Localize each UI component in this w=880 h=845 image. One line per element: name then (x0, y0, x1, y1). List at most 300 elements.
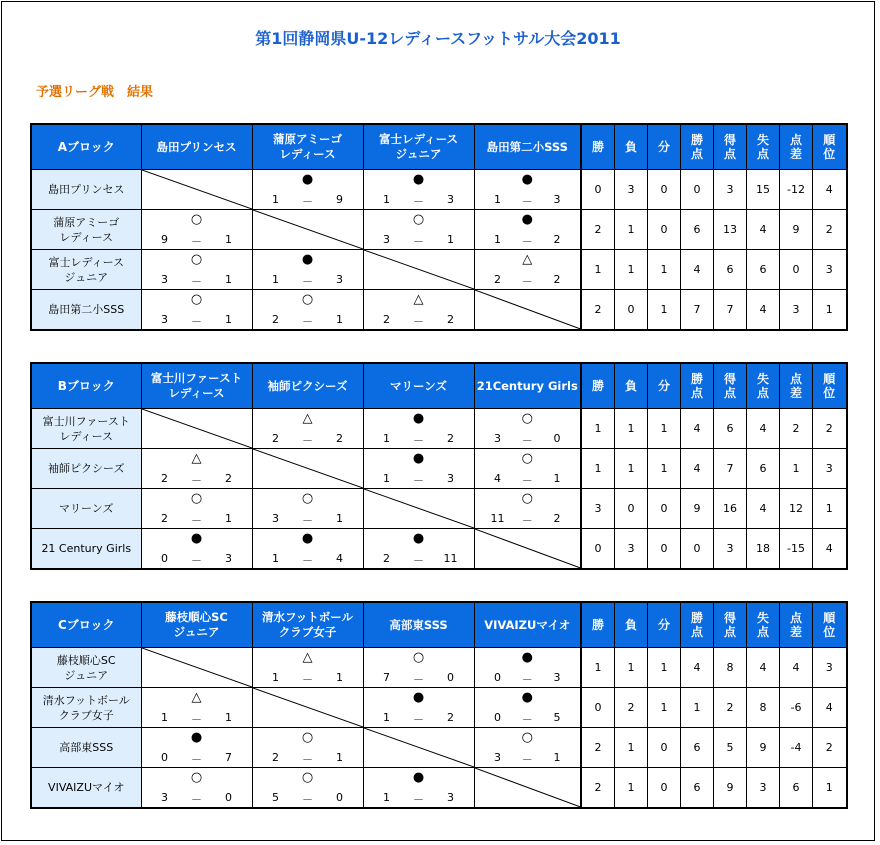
stat-value: 7 (681, 290, 714, 331)
stat-value: 18 (747, 529, 780, 570)
self-match-cell (474, 290, 581, 331)
score-own: 1 (272, 552, 279, 565)
score-dash: － (302, 793, 313, 806)
cell-text-line: ジュニア (64, 270, 109, 284)
cell-text-line: 位 (823, 147, 836, 161)
stat-value: 0 (615, 489, 648, 529)
team-row (31, 648, 847, 688)
cell-text-line: 点 (723, 625, 736, 639)
match-result-cell (252, 290, 363, 331)
match-result-cell (252, 529, 363, 570)
score-opp: 7 (225, 751, 232, 764)
score (253, 432, 363, 446)
stat-value: 9 (714, 768, 747, 809)
team-column-header (141, 124, 252, 170)
score-own: 2 (272, 432, 279, 445)
block-label: Aブロック (31, 124, 141, 170)
cell-text-line: 差 (789, 625, 802, 639)
score (364, 671, 474, 685)
stat-value: 1 (648, 409, 681, 449)
match-result-cell (363, 648, 474, 688)
stat-value: 6 (714, 250, 747, 290)
match-result-cell (252, 648, 363, 688)
cell-text-line: 負 (624, 379, 637, 393)
diagonal-line (142, 170, 252, 209)
team-column-header (252, 124, 363, 170)
stat-value: 2 (581, 768, 615, 809)
stat-value: 0 (648, 210, 681, 250)
self-match-cell (474, 529, 581, 570)
result-symbol: ● (190, 531, 203, 546)
cell-text-line: 勝 (690, 611, 703, 625)
match-result-cell (474, 210, 581, 250)
block-label: Cブロック (31, 602, 141, 648)
cell-text-line: 点 (756, 386, 769, 400)
self-match-cell (252, 449, 363, 489)
stat-header (813, 602, 847, 648)
team-row-name (31, 529, 141, 570)
stat-value: 2 (581, 290, 615, 331)
team-row-name (31, 250, 141, 290)
cell-text-line: 21 Century Girls (41, 542, 132, 555)
team-column-header (363, 602, 474, 648)
result-symbol: ○ (521, 730, 533, 745)
stat-value: 2 (813, 409, 847, 449)
match-result-cell (474, 728, 581, 768)
score-opp: 3 (447, 472, 454, 485)
score-own: 9 (161, 233, 168, 246)
score-dash: － (413, 315, 424, 328)
match-result-cell (252, 489, 363, 529)
score-own: 1 (272, 193, 279, 206)
score-opp: 1 (225, 313, 232, 326)
score-dash: － (413, 713, 424, 726)
score-dash: － (413, 434, 424, 447)
stat-header (681, 363, 714, 409)
stat-header (648, 124, 681, 170)
score-opp: 0 (553, 432, 561, 445)
stat-header (714, 602, 747, 648)
score (475, 711, 581, 725)
team-row-name (31, 728, 141, 768)
stat-value: 1 (648, 449, 681, 489)
stat-value: 2 (813, 210, 847, 250)
score (142, 791, 252, 805)
stat-header (615, 602, 648, 648)
stat-header (813, 363, 847, 409)
stat-value: 1 (615, 768, 648, 809)
cell-text-line: 富士レディース (378, 132, 458, 146)
stat-value: 6 (714, 409, 747, 449)
team-row-name (31, 449, 141, 489)
team-column-header (474, 602, 581, 648)
cell-text-line: 点 (723, 147, 736, 161)
score (142, 233, 252, 247)
result-symbol: ● (412, 172, 425, 187)
self-match-cell (363, 489, 474, 529)
league-table-c (30, 601, 848, 809)
team-row-name (31, 688, 141, 728)
score-own: 1 (383, 711, 390, 724)
score-dash: － (191, 315, 202, 328)
score (253, 193, 363, 207)
stat-value: 9 (747, 728, 780, 768)
stat-value: 0 (780, 250, 813, 290)
result-symbol: ● (412, 690, 425, 705)
score (364, 791, 474, 805)
score-dash: － (521, 514, 533, 527)
score-opp: 3 (225, 552, 232, 565)
cell-text-line: 点 (690, 625, 703, 639)
score (253, 512, 363, 526)
score (142, 552, 252, 566)
result-symbol: ● (301, 252, 314, 267)
cell-text-line: 高部東SSS (59, 741, 114, 754)
stat-value: 0 (681, 170, 714, 210)
result-symbol: ○ (301, 770, 314, 785)
stat-value: 15 (747, 170, 780, 210)
result-symbol: △ (191, 451, 202, 466)
result-symbol: ○ (190, 770, 203, 785)
score (475, 193, 581, 207)
score (142, 472, 252, 486)
stat-value: 0 (648, 529, 681, 570)
team-row-name (31, 170, 141, 210)
league-table-b (30, 362, 848, 570)
diagonal-line (475, 529, 581, 568)
score-dash: － (413, 235, 424, 248)
match-result-cell (141, 449, 252, 489)
stat-value: 4 (780, 648, 813, 688)
score-opp: 4 (336, 552, 343, 565)
section-subtitle: 予選リーグ戦 結果 (36, 85, 154, 100)
cell-text-line: 清水フットボール (262, 610, 353, 624)
team-row-name (31, 648, 141, 688)
score-own: 1 (494, 193, 501, 206)
stat-header (813, 124, 847, 170)
stat-header (780, 602, 813, 648)
score-opp: 1 (225, 273, 232, 286)
score-dash: － (521, 753, 533, 766)
stat-value: 16 (714, 489, 747, 529)
result-symbol: ○ (301, 730, 314, 745)
team-row (31, 529, 847, 570)
score-opp: 2 (225, 472, 232, 485)
stat-value: 0 (648, 728, 681, 768)
score-own: 3 (161, 313, 168, 326)
score-opp: 1 (447, 233, 454, 246)
stat-value: 7 (714, 449, 747, 489)
team-row (31, 688, 847, 728)
stat-header (615, 124, 648, 170)
stat-value: 3 (714, 529, 747, 570)
team-row-name (31, 409, 141, 449)
score-dash: － (302, 275, 313, 288)
score-opp: 2 (553, 512, 561, 525)
diagonal-line (253, 449, 363, 488)
header-row (31, 363, 847, 409)
stat-value: 6 (681, 728, 714, 768)
team-column-header (141, 602, 252, 648)
team-row (31, 489, 847, 529)
score-own: 2 (494, 273, 501, 286)
result-symbol: ● (412, 451, 425, 466)
match-result-cell (363, 170, 474, 210)
score-opp: 2 (447, 711, 454, 724)
score-dash: － (191, 474, 202, 487)
cell-text-line: 順 (823, 133, 836, 147)
cell-text-line: 差 (789, 147, 802, 161)
cell-text-line: 富士レディース (48, 255, 125, 269)
self-match-cell (363, 250, 474, 290)
match-result-cell (141, 529, 252, 570)
cell-text-line: マリーンズ (59, 502, 114, 515)
match-result-cell (252, 170, 363, 210)
result-symbol: △ (413, 292, 424, 307)
team-column-header (363, 363, 474, 409)
cell-text-line: 得 (723, 611, 736, 625)
stat-value: 1 (648, 688, 681, 728)
stat-value: 3 (813, 648, 847, 688)
match-result-cell (363, 290, 474, 331)
score-dash: － (191, 793, 202, 806)
stat-header (714, 124, 747, 170)
header-row (31, 124, 847, 170)
cell-text-line: 蒲原アミーゴ (53, 215, 120, 229)
score (364, 313, 474, 327)
cell-text-line: 負 (624, 140, 637, 154)
stat-value: 4 (681, 250, 714, 290)
result-symbol: ○ (190, 252, 203, 267)
match-result-cell (363, 409, 474, 449)
stat-value: 0 (648, 489, 681, 529)
score (142, 751, 252, 765)
score-own: 2 (272, 313, 279, 326)
result-symbol: ● (521, 212, 533, 227)
team-row (31, 449, 847, 489)
score (142, 313, 252, 327)
stat-header (681, 602, 714, 648)
stat-value: 0 (648, 170, 681, 210)
stat-value: -12 (780, 170, 813, 210)
result-symbol: ○ (190, 491, 203, 506)
result-symbol: ○ (521, 411, 533, 426)
stat-value: 2 (581, 210, 615, 250)
score (253, 751, 363, 765)
stat-value: 1 (615, 449, 648, 489)
cell-text-line: 富士川ファースト (150, 371, 243, 385)
match-result-cell (363, 529, 474, 570)
score (142, 711, 252, 725)
score (475, 432, 581, 446)
stat-header (714, 363, 747, 409)
match-result-cell (252, 409, 363, 449)
stat-value: 1 (615, 648, 648, 688)
stat-header (648, 602, 681, 648)
cell-text-line: 藤枝順心SC (56, 653, 116, 667)
cell-text-line: クラブ女子 (278, 625, 337, 639)
diagonal-line (142, 409, 252, 448)
header-row (31, 602, 847, 648)
stat-header (581, 363, 615, 409)
team-row-name (31, 768, 141, 809)
score-dash: － (191, 275, 202, 288)
stat-header (681, 124, 714, 170)
stat-value: 3 (615, 529, 648, 570)
result-symbol: ● (521, 650, 533, 665)
team-column-header (252, 363, 363, 409)
score-dash: － (191, 753, 202, 766)
score (475, 472, 581, 486)
self-match-cell (252, 210, 363, 250)
match-result-cell (474, 250, 581, 290)
score-own: 0 (161, 552, 168, 565)
cell-text-line: 位 (823, 386, 836, 400)
stat-header (747, 602, 780, 648)
self-match-cell (474, 768, 581, 809)
cell-text-line: 順 (823, 611, 836, 625)
score-own: 1 (272, 671, 279, 684)
diagonal-line (253, 688, 363, 727)
score-own: 1 (383, 193, 390, 206)
stat-value: 4 (747, 210, 780, 250)
match-result-cell (141, 210, 252, 250)
stat-value: -15 (780, 529, 813, 570)
score-dash: － (413, 195, 424, 208)
stat-value: 0 (581, 529, 615, 570)
score-own: 1 (383, 472, 390, 485)
stat-value: 6 (780, 768, 813, 809)
stat-value: 1 (813, 768, 847, 809)
score-opp: 1 (553, 751, 561, 764)
score (475, 671, 581, 685)
cell-text-line: ジュニア (64, 668, 109, 682)
score (142, 273, 252, 287)
cell-text-line: 勝 (591, 140, 604, 154)
score-dash: － (302, 514, 313, 527)
score-opp: 2 (553, 233, 561, 246)
score-opp: 2 (336, 432, 343, 445)
match-result-cell (363, 449, 474, 489)
cell-text-line: 点 (789, 372, 802, 386)
stat-value: 5 (714, 728, 747, 768)
score-own: 7 (383, 671, 390, 684)
cell-text-line: 点 (789, 611, 802, 625)
score-own: 2 (383, 313, 390, 326)
result-symbol: ● (412, 770, 425, 785)
cell-text-line: VIVAIZUマイオ (48, 781, 125, 794)
result-symbol: ● (301, 531, 314, 546)
stat-value: 4 (747, 648, 780, 688)
league-table-a (30, 123, 848, 331)
match-result-cell (474, 688, 581, 728)
score-own: 1 (383, 432, 390, 445)
team-row-name (31, 290, 141, 331)
self-match-cell (141, 170, 252, 210)
cell-text-line: 分 (657, 140, 670, 154)
score-own: 3 (494, 751, 501, 764)
score-opp: 5 (553, 711, 561, 724)
result-symbol: ● (521, 172, 533, 187)
stat-value: 1 (615, 210, 648, 250)
stat-value: 8 (714, 648, 747, 688)
score-dash: － (521, 235, 533, 248)
stat-value: 12 (780, 489, 813, 529)
cell-text-line: 勝 (690, 133, 703, 147)
score-opp: 1 (553, 472, 561, 485)
cell-text-line: 位 (823, 625, 836, 639)
score-dash: － (413, 793, 424, 806)
score-opp: 0 (447, 671, 454, 684)
score-dash: － (521, 195, 533, 208)
score-own: 3 (383, 233, 390, 246)
stat-value: 1 (581, 449, 615, 489)
score (253, 552, 363, 566)
result-symbol: ● (412, 411, 425, 426)
result-symbol: ○ (521, 491, 533, 506)
result-symbol: △ (302, 650, 313, 665)
stat-header (747, 124, 780, 170)
match-result-cell (141, 768, 252, 809)
match-result-cell (474, 489, 581, 529)
score-dash: － (413, 554, 424, 567)
stat-value: 6 (681, 768, 714, 809)
cell-text-line: 島田プリンセス (47, 183, 125, 196)
cell-text-line: 21Century Girls (476, 378, 578, 393)
score-dash: － (521, 434, 533, 447)
cell-text-line: レディース (59, 230, 114, 244)
score-own: 3 (161, 791, 168, 804)
match-result-cell (474, 648, 581, 688)
stat-value: 2 (780, 409, 813, 449)
score-opp: 3 (553, 193, 561, 206)
stat-value: 2 (615, 688, 648, 728)
cell-text-line: 勝 (690, 372, 703, 386)
team-row (31, 768, 847, 809)
score (364, 711, 474, 725)
cell-text-line: 点 (690, 147, 703, 161)
cell-text-line: 点 (756, 625, 769, 639)
stat-value: 3 (780, 290, 813, 331)
result-symbol: ○ (190, 292, 203, 307)
score-own: 3 (161, 273, 168, 286)
score (142, 512, 252, 526)
score-dash: － (191, 554, 202, 567)
stat-value: 0 (648, 768, 681, 809)
score-dash: － (302, 315, 313, 328)
cell-text-line: 失 (756, 372, 769, 386)
score (475, 233, 581, 247)
diagonal-line (475, 290, 581, 329)
score-own: 0 (161, 751, 168, 764)
score-opp: 11 (443, 552, 458, 565)
result-symbol: ● (412, 531, 425, 546)
score-own: 11 (490, 512, 505, 525)
score-opp: 1 (225, 512, 232, 525)
match-result-cell (252, 250, 363, 290)
score (364, 432, 474, 446)
cell-text-line: 順 (823, 372, 836, 386)
score-dash: － (302, 673, 313, 686)
result-symbol: ○ (412, 212, 425, 227)
score (253, 671, 363, 685)
cell-text-line: 高部東SSS (389, 617, 448, 632)
cell-text-line: マリーンズ (390, 378, 447, 393)
score-own: 1 (494, 233, 501, 246)
score (475, 512, 581, 526)
team-column-header (252, 602, 363, 648)
result-symbol: ○ (301, 292, 314, 307)
